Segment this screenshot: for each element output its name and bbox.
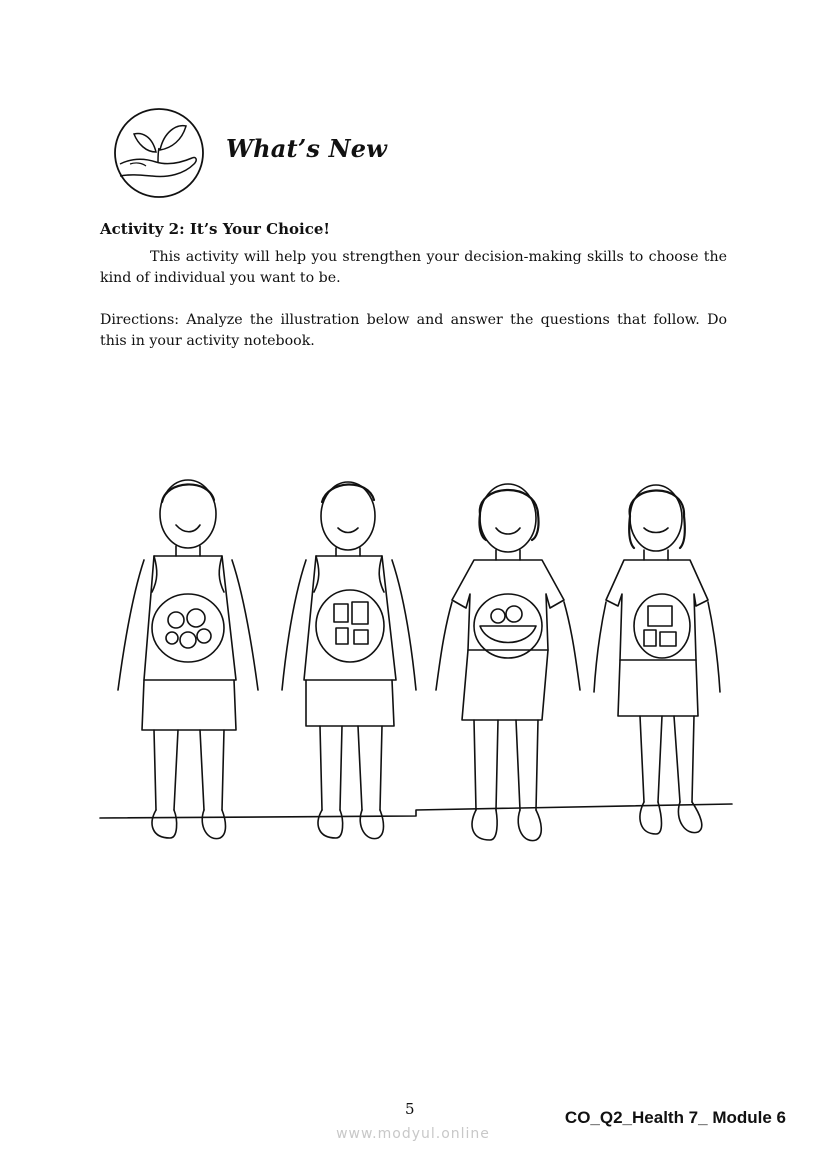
- hands-holding-plant-icon: [112, 106, 206, 200]
- processed-foods-plate: [316, 590, 384, 662]
- girl-junk-food-figure: [594, 485, 720, 834]
- girl-fruits-vegetables-figure: [436, 484, 580, 841]
- watermark: www.modyul.online: [336, 1126, 490, 1142]
- activity-intro: This activity will help you strengthen your decision-making skills to choose the kind of individual you want to be.: [100, 249, 727, 286]
- fruits-vegetables-plate: [152, 594, 224, 662]
- page-number: 5: [405, 1100, 415, 1118]
- module-code: CO_Q2_Health 7_ Module 6: [564, 1108, 786, 1127]
- section-title: What’s New: [226, 134, 388, 163]
- boy-processed-foods-figure: [282, 482, 416, 839]
- activity-heading: Activity 2: It’s Your Choice!: [100, 220, 330, 238]
- activity-directions: Directions: Analyze the illustration below and answer the questions that follow. Do this in your activity notebook.: [100, 312, 727, 349]
- boy-fruits-vegetables-figure: [118, 480, 258, 839]
- students-illustration: [96, 470, 736, 870]
